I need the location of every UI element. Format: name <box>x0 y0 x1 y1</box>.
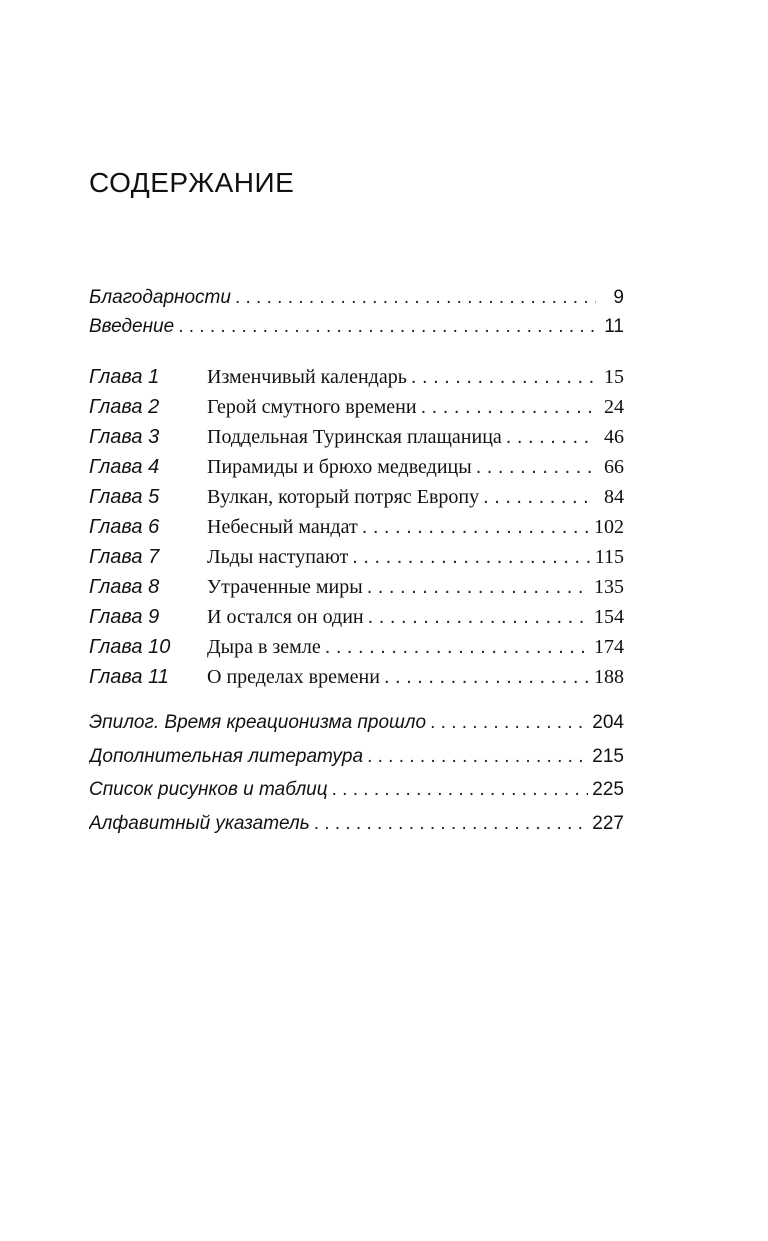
toc-page-number: 11 <box>604 316 624 337</box>
toc-chapter-5[interactable] <box>89 486 624 516</box>
toc-entry-label: Благодарности <box>89 287 231 308</box>
toc-entry-introduction[interactable] <box>89 316 624 345</box>
dot-leader <box>325 636 590 659</box>
toc-page-number: 102 <box>594 516 624 538</box>
toc-page-number: 215 <box>592 745 624 767</box>
toc-chapter-3[interactable] <box>89 426 624 456</box>
toc-chapter-1[interactable] <box>89 366 624 396</box>
toc-chapter-2[interactable] <box>89 396 624 426</box>
toc-page-number: 135 <box>594 576 624 598</box>
toc-page-number: 9 <box>613 287 624 308</box>
dot-leader <box>352 546 591 569</box>
chapter-label: Глава 1 <box>89 366 160 388</box>
chapter-title: Утраченные миры <box>207 576 363 598</box>
dot-leader <box>411 366 596 389</box>
chapter-title: Льды наступают <box>207 546 349 568</box>
toc-page-number: 225 <box>592 779 624 800</box>
toc-page-number: 46 <box>604 426 624 448</box>
toc-chapter-11[interactable] <box>89 666 624 696</box>
chapter-title: И остался он один <box>207 606 364 628</box>
chapter-label: Глава 4 <box>89 456 160 478</box>
toc-chapter-8[interactable] <box>89 576 624 606</box>
chapter-title: О пределах времени <box>207 666 380 688</box>
chapter-title: Поддельная Туринская плащаница <box>207 426 502 448</box>
toc-entry-label: Список рисунков и таблиц <box>89 779 328 800</box>
toc-page-number: 24 <box>604 396 624 418</box>
toc-entry-label: Алфавитный указатель <box>89 812 310 834</box>
toc-page-number: 115 <box>594 546 624 568</box>
toc-entry-index[interactable] <box>89 813 624 847</box>
table-of-contents <box>89 287 624 846</box>
chapter-label: Глава 9 <box>89 606 160 628</box>
chapter-label: Глава 5 <box>89 486 160 508</box>
dot-leader <box>332 779 589 801</box>
dot-leader <box>178 316 596 338</box>
dot-leader <box>421 396 596 419</box>
toc-entry-label: Дополнительная литература <box>89 745 364 767</box>
section-spacer <box>89 696 624 712</box>
dot-leader <box>476 456 596 479</box>
chapter-label: Глава 7 <box>89 546 160 568</box>
chapter-label: Глава 11 <box>89 666 169 688</box>
toc-page-number: 174 <box>594 636 624 658</box>
toc-entry-further-reading[interactable] <box>89 746 624 780</box>
toc-chapter-9[interactable] <box>89 606 624 636</box>
toc-chapter-10[interactable] <box>89 636 624 666</box>
dot-leader <box>235 287 596 309</box>
toc-chapter-6[interactable] <box>89 516 624 546</box>
dot-leader <box>384 666 590 689</box>
toc-page-number: 227 <box>592 812 624 834</box>
chapter-label: Глава 6 <box>89 516 160 538</box>
chapter-label: Глава 8 <box>89 576 160 598</box>
toc-chapter-7[interactable] <box>89 546 624 576</box>
dot-leader <box>367 576 590 599</box>
toc-page-number: 204 <box>592 712 624 733</box>
toc-page-number: 15 <box>604 366 624 388</box>
chapter-title: Небесный мандат <box>207 516 358 538</box>
page-title: СОДЕРЖАНИЕ <box>89 166 295 198</box>
dot-leader <box>483 486 596 509</box>
chapter-title: Дыра в земле <box>207 636 321 658</box>
toc-page-number: 188 <box>594 666 624 688</box>
toc-chapter-4[interactable] <box>89 456 624 486</box>
toc-page-number: 66 <box>604 456 624 478</box>
toc-entry-label: Введение <box>89 316 175 337</box>
chapter-title: Изменчивый календарь <box>207 366 407 388</box>
dot-leader <box>430 712 588 734</box>
toc-entry-epilogue[interactable] <box>89 712 624 746</box>
toc-entry-label: Эпилог. Время креационизма прошло <box>89 712 427 733</box>
chapter-title: Пирамиды и брюхо медведицы <box>207 456 472 478</box>
dot-leader <box>362 516 590 539</box>
dot-leader <box>506 426 596 449</box>
section-spacer <box>89 345 624 366</box>
chapter-title: Вулкан, который потряс Европу <box>207 486 480 508</box>
dot-leader <box>367 746 588 768</box>
chapter-label: Глава 2 <box>89 396 160 418</box>
chapter-label: Глава 3 <box>89 426 160 448</box>
chapter-label: Глава 10 <box>89 636 171 658</box>
dot-leader <box>368 606 590 629</box>
toc-entry-figures-list[interactable] <box>89 779 624 813</box>
toc-page-number: 84 <box>604 486 624 508</box>
toc-entry-acknowledgements[interactable] <box>89 287 624 316</box>
dot-leader <box>314 813 589 835</box>
toc-page-number: 154 <box>594 606 624 628</box>
chapter-title: Герой смутного времени <box>207 396 417 418</box>
